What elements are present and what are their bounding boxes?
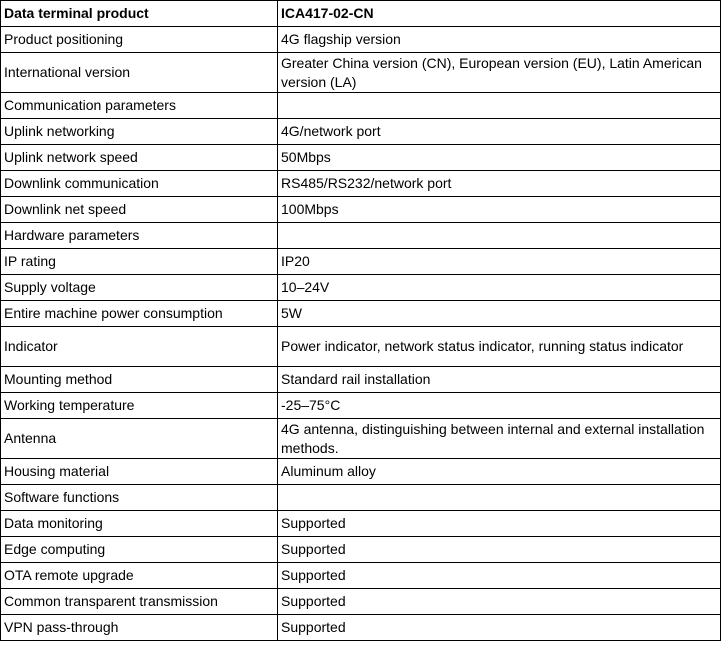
table-row [1,537,721,563]
row-value: 4G/network port [278,119,721,145]
header-value-cell: ICA417-02-CN [278,1,721,27]
row-label: Working temperature [1,393,278,419]
row-label: Mounting method [1,367,278,393]
row-label: Downlink net speed [1,197,278,223]
row-label: Uplink network speed [1,145,278,171]
row-value: 100Mbps [278,197,721,223]
table-row [1,563,721,589]
table-row [1,459,721,485]
row-label: Uplink networking [1,119,278,145]
table-row [1,197,721,223]
table-row [1,301,721,327]
row-label: Supply voltage [1,275,278,301]
table-row [1,119,721,145]
row-label: Housing material [1,459,278,485]
table-row [1,249,721,275]
row-value [278,93,721,119]
table-row [1,145,721,171]
row-value: Supported [278,537,721,563]
row-label: Antenna [1,419,278,459]
row-value: Aluminum alloy [278,459,721,485]
row-label: VPN pass-through [1,615,278,641]
row-value: 5W [278,301,721,327]
row-label: Product positioning [1,27,278,53]
table-row [1,419,721,459]
row-label: IP rating [1,249,278,275]
table-header-row [1,1,721,27]
row-label: Edge computing [1,537,278,563]
row-value: Supported [278,563,721,589]
row-value: 4G flagship version [278,27,721,53]
row-label: OTA remote upgrade [1,563,278,589]
row-value: Supported [278,589,721,615]
row-value: Supported [278,615,721,641]
row-value: 4G antenna, distinguishing between internal and external installation methods. [278,419,721,459]
row-value [278,485,721,511]
table-row [1,327,721,367]
row-value: -25–75°C [278,393,721,419]
section-label: Communication parameters [1,93,278,119]
table-row [1,53,721,93]
row-value: RS485/RS232/network port [278,171,721,197]
row-label: Common transparent transmission [1,589,278,615]
section-row [1,93,721,119]
row-label: Entire machine power consumption [1,301,278,327]
row-value: Power indicator, network status indicator, running status indicator [278,327,721,367]
header-label-cell: Data terminal product [1,1,278,27]
table-row [1,589,721,615]
section-row [1,223,721,249]
table-row [1,615,721,641]
table-row [1,367,721,393]
row-value: 50Mbps [278,145,721,171]
section-label: Software functions [1,485,278,511]
section-label: Hardware parameters [1,223,278,249]
row-label: International version [1,53,278,93]
row-value: Standard rail installation [278,367,721,393]
row-value: IP20 [278,249,721,275]
row-value [278,223,721,249]
row-value: Greater China version (CN), European version (EU), Latin American version (LA) [278,53,721,93]
table-row [1,171,721,197]
table-row [1,27,721,53]
row-label: Data monitoring [1,511,278,537]
row-value: 10–24V [278,275,721,301]
row-value: Supported [278,511,721,537]
table-row [1,511,721,537]
section-row [1,485,721,511]
row-label: Indicator [1,327,278,367]
table-row [1,275,721,301]
table-row [1,393,721,419]
row-label: Downlink communication [1,171,278,197]
